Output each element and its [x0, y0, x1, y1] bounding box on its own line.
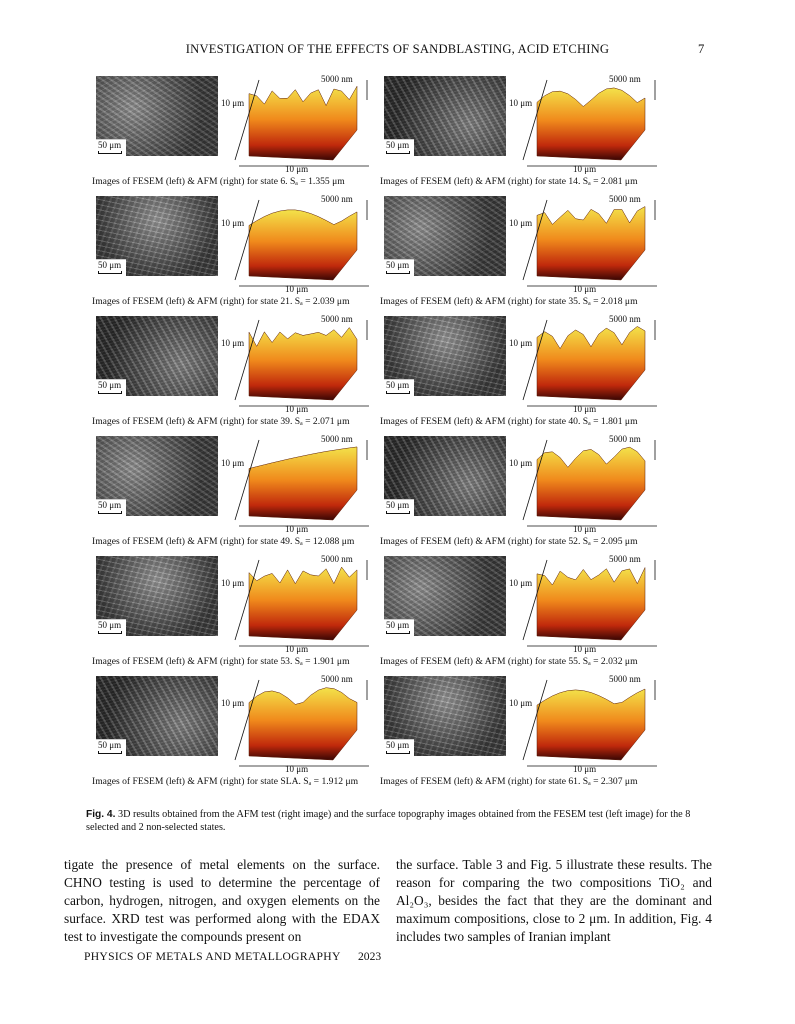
- afm-3d-plot: [509, 434, 670, 536]
- afm-y-label: 10 μm: [221, 578, 245, 588]
- scale-bar: [98, 631, 122, 634]
- scale-bar-box: [96, 139, 126, 156]
- scale-bar: [386, 751, 410, 754]
- afm-surface: [537, 568, 645, 641]
- fesem-image: [96, 316, 218, 396]
- figure-panel: [92, 674, 382, 788]
- panel-caption: Images of FESEM (left) & AFM (right) for state 6. Sₐ = 1.355 μm: [92, 176, 345, 187]
- afm-surface: [249, 86, 357, 160]
- afm-y-label: 10 μm: [221, 458, 245, 468]
- scale-bar: [98, 271, 122, 274]
- scale-bar-label: 50 μm: [98, 140, 122, 150]
- scale-bar-label: 50 μm: [98, 500, 122, 510]
- figure-caption: [86, 808, 706, 834]
- body-text-left-column: tigate the presence of metal elements on the surface. CHNO testing is used to determine the percentage of carbon, hydrogen, nitrogen, and oxygen elements on the surface. XRD test was performed along with the EDAX test to investigate the compounds present on: [64, 857, 380, 944]
- scale-bar-label: 50 μm: [386, 140, 410, 150]
- afm-x-label: 10 μm: [573, 764, 597, 774]
- figure-panel: [380, 434, 670, 548]
- fesem-image: [384, 316, 506, 396]
- afm-y-label: 10 μm: [509, 218, 533, 228]
- panel-caption: Images of FESEM (left) & AFM (right) for state 14. Sₐ = 2.081 μm: [380, 176, 638, 187]
- panel-caption: Images of FESEM (left) & AFM (right) for state 40. Sₐ = 1.801 μm: [380, 416, 638, 427]
- afm-x-label: 10 μm: [285, 404, 309, 414]
- afm-z-label: 5000 nm: [609, 74, 641, 84]
- afm-surface: [249, 210, 357, 280]
- afm-surface: [537, 447, 645, 520]
- scale-bar-label: 50 μm: [386, 620, 410, 630]
- scale-bar-label: 50 μm: [386, 380, 410, 390]
- afm-3d-plot: [221, 74, 382, 176]
- afm-surface: [249, 688, 357, 760]
- afm-y-label: 10 μm: [221, 698, 245, 708]
- figure-panel: [380, 194, 670, 308]
- panel-caption: Images of FESEM (left) & AFM (right) for state 52. Sₐ = 2.095 μm: [380, 536, 638, 547]
- afm-z-label: 5000 nm: [321, 434, 353, 444]
- figure-panel: [380, 674, 670, 788]
- afm-z-label: 5000 nm: [609, 434, 641, 444]
- scale-bar-box: [96, 259, 126, 276]
- scale-bar: [98, 391, 122, 394]
- afm-y-label: 10 μm: [221, 218, 245, 228]
- scale-bar-label: 50 μm: [386, 260, 410, 270]
- panel-caption: Images of FESEM (left) & AFM (right) for state 55. Sₐ = 2.032 μm: [380, 656, 638, 667]
- fesem-image: [96, 76, 218, 156]
- figure-panel: [92, 554, 382, 668]
- footer-journal-name: PHYSICS OF METALS AND METALLOGRAPHY: [84, 950, 341, 963]
- afm-z-label: 5000 nm: [321, 314, 353, 324]
- afm-x-label: 10 μm: [285, 644, 309, 654]
- scale-bar-box: [96, 739, 126, 756]
- afm-3d-plot: [509, 674, 670, 776]
- afm-x-label: 10 μm: [573, 284, 597, 294]
- afm-x-label: 10 μm: [285, 764, 309, 774]
- afm-3d-plot: [221, 554, 382, 656]
- fesem-image: [96, 196, 218, 276]
- scale-bar-label: 50 μm: [386, 500, 410, 510]
- figure-panel: [380, 554, 670, 668]
- figure-caption-text: 3D results obtained from the AFM test (right image) and the surface topography images obtained from the FESEM test (left image) for the 8 selected and 2 non-selected states.: [86, 809, 691, 833]
- fesem-image: [96, 556, 218, 636]
- afm-y-label: 10 μm: [509, 698, 533, 708]
- fesem-image: [384, 556, 506, 636]
- afm-surface: [249, 567, 357, 640]
- fesem-image: [384, 196, 506, 276]
- afm-z-label: 5000 nm: [321, 194, 353, 204]
- afm-3d-plot: [509, 314, 670, 416]
- panel-caption: Images of FESEM (left) & AFM (right) for state SLA. Sₐ = 1.912 μm: [92, 776, 359, 787]
- scale-bar: [386, 391, 410, 394]
- afm-3d-plot: [509, 194, 670, 296]
- scale-bar-box: [384, 739, 414, 756]
- afm-y-label: 10 μm: [509, 458, 533, 468]
- afm-x-label: 10 μm: [285, 164, 309, 174]
- panel-caption: Images of FESEM (left) & AFM (right) for state 49. Sₐ = 12.088 μm: [92, 536, 355, 547]
- afm-z-label: 5000 nm: [321, 674, 353, 684]
- fesem-image: [384, 676, 506, 756]
- scale-bar: [98, 751, 122, 754]
- fesem-image: [96, 436, 218, 516]
- scale-bar-box: [96, 619, 126, 636]
- afm-z-label: 5000 nm: [609, 314, 641, 324]
- afm-z-label: 5000 nm: [609, 554, 641, 564]
- figure-panel: [92, 434, 382, 548]
- afm-x-label: 10 μm: [285, 284, 309, 294]
- afm-3d-plot: [221, 674, 382, 776]
- body-text-right-column: the surface. Table 3 and Fig. 5 illustrate these results. The reason for comparing the two compositions TiO₂ and Al₂O₃, besides the fact that they are the dominant and maximum compositions, close to 2 μm. In addition, Fig. 4 includes two samples of Iranian implant: [396, 857, 712, 944]
- scale-bar-box: [384, 139, 414, 156]
- fesem-image: [384, 436, 506, 516]
- scale-bar: [98, 151, 122, 154]
- scale-bar-box: [96, 499, 126, 516]
- panel-caption: Images of FESEM (left) & AFM (right) for state 35. Sₐ = 2.018 μm: [380, 296, 638, 307]
- afm-z-label: 5000 nm: [609, 194, 641, 204]
- afm-x-label: 10 μm: [285, 524, 309, 534]
- scale-bar: [386, 151, 410, 154]
- fesem-image: [384, 76, 506, 156]
- scale-bar-box: [384, 499, 414, 516]
- afm-surface: [537, 689, 645, 760]
- scale-bar-box: [384, 619, 414, 636]
- scale-bar-box: [96, 379, 126, 396]
- scale-bar-box: [384, 259, 414, 276]
- scale-bar-box: [384, 379, 414, 396]
- footer-year: 2023: [358, 950, 382, 963]
- scale-bar-label: 50 μm: [98, 380, 122, 390]
- figure-panel: [380, 74, 670, 188]
- panel-caption: Images of FESEM (left) & AFM (right) for state 61. Sₐ = 2.307 μm: [380, 776, 638, 787]
- scale-bar-label: 50 μm: [98, 260, 122, 270]
- afm-3d-plot: [221, 314, 382, 416]
- afm-y-label: 10 μm: [221, 338, 245, 348]
- scale-bar: [386, 511, 410, 514]
- afm-y-label: 10 μm: [509, 578, 533, 588]
- afm-x-label: 10 μm: [573, 164, 597, 174]
- afm-z-label: 5000 nm: [321, 74, 353, 84]
- afm-z-label: 5000 nm: [321, 554, 353, 564]
- figure-panel: [92, 194, 382, 308]
- afm-x-label: 10 μm: [573, 644, 597, 654]
- scale-bar: [98, 511, 122, 514]
- figure-caption-label: Fig. 4.: [86, 809, 116, 820]
- afm-x-label: 10 μm: [573, 404, 597, 414]
- panel-caption: Images of FESEM (left) & AFM (right) for state 53. Sₐ = 1.901 μm: [92, 656, 350, 667]
- afm-3d-plot: [509, 74, 670, 176]
- afm-surface: [537, 207, 645, 281]
- afm-surface: [249, 447, 357, 520]
- afm-surface: [249, 328, 357, 401]
- scale-bar-label: 50 μm: [98, 740, 122, 750]
- scale-bar-label: 50 μm: [98, 620, 122, 630]
- panel-caption: Images of FESEM (left) & AFM (right) for state 39. Sₐ = 2.071 μm: [92, 416, 350, 427]
- page-number: 7: [698, 42, 705, 56]
- running-header-title: INVESTIGATION OF THE EFFECTS OF SANDBLASTING, ACID ETCHING: [185, 42, 610, 56]
- afm-y-label: 10 μm: [509, 98, 533, 108]
- afm-y-label: 10 μm: [221, 98, 245, 108]
- afm-x-label: 10 μm: [573, 524, 597, 534]
- scale-bar-label: 50 μm: [386, 740, 410, 750]
- afm-3d-plot: [221, 434, 382, 536]
- afm-y-label: 10 μm: [509, 338, 533, 348]
- afm-3d-plot: [221, 194, 382, 296]
- figure-panel: [92, 314, 382, 428]
- scale-bar: [386, 631, 410, 634]
- fesem-image: [96, 676, 218, 756]
- afm-surface: [537, 88, 645, 160]
- scale-bar: [386, 271, 410, 274]
- panel-caption: Images of FESEM (left) & AFM (right) for state 21. Sₐ = 2.039 μm: [92, 296, 350, 307]
- figure-panel: [380, 314, 670, 428]
- afm-surface: [537, 326, 645, 400]
- afm-z-label: 5000 nm: [609, 674, 641, 684]
- figure-panel: [92, 74, 382, 188]
- afm-3d-plot: [509, 554, 670, 656]
